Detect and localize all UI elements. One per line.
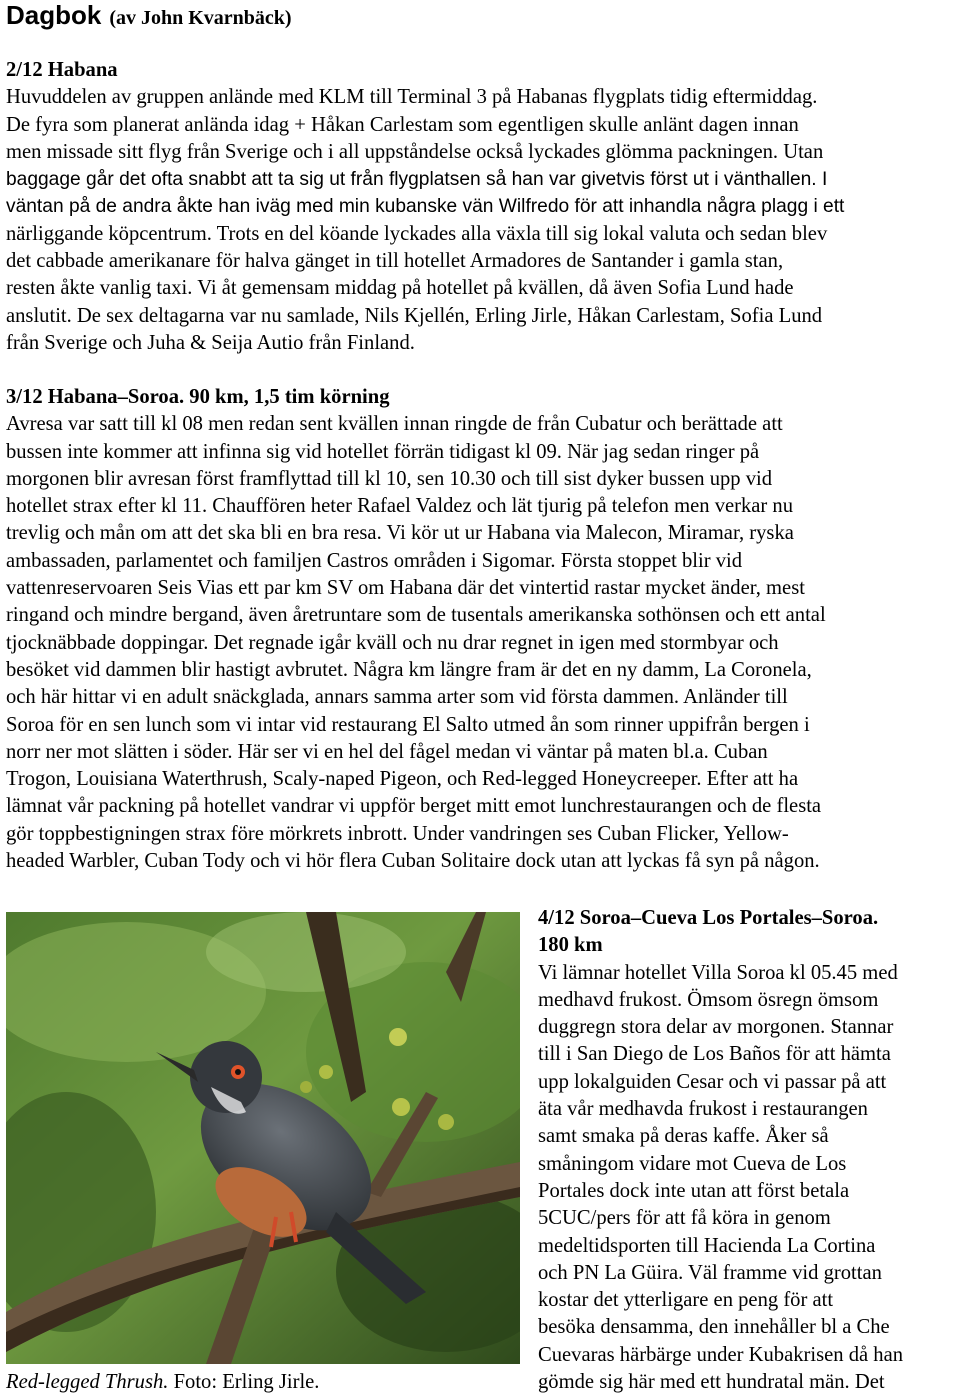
- entry-line: norr ner mot slätten i söder. Här ser vi en hel del fågel medan vi väntar på maten bl.a. Cuban: [6, 740, 768, 763]
- entry-line: närliggande köpcentrum. Trots en del köande lyckades alla växla till sig lokal valuta och sedan blev: [6, 222, 828, 245]
- entry-heading: 180 km: [538, 934, 603, 957]
- entry-3-12: [6, 384, 956, 875]
- entry-line: upp lokalguiden Cesar och vi passar på att: [538, 1070, 887, 1093]
- entry-line: Soroa för en sen lunch som vi intar vid restaurang El Salto utmed ån som rinner uppifrån bergen i: [6, 713, 810, 736]
- entry-line: samt smaka på deras kaffe. Åker så: [538, 1125, 829, 1148]
- photo-caption: [6, 1371, 319, 1394]
- entry-line: ambassaden, parlamentet och familjen Castros områden i Sigomar. Första stoppet blir vid: [6, 549, 743, 572]
- entry-line: headed Warbler, Cuban Tody och vi hör flera Cuban Solitaire dock utan att lyckas få syn på någon.: [6, 850, 820, 873]
- caption-credit: Foto: Erling Jirle.: [168, 1371, 320, 1393]
- entry-line: Trogon, Louisiana Waterthrush, Scaly-naped Pigeon, och Red-legged Honeycreeper. Efter att ha: [6, 768, 799, 791]
- entry-line: ringand och mindre bergand, även åretruntare som de tusentals amerikanska sothönsen och ett antal: [6, 604, 826, 627]
- entry-line: baggage går det ofta snabbt att ta sig ut från flygplatsen så han var givetvis först ut i vänthallen. I: [6, 169, 828, 191]
- entry-line: lämnat vår packning på hotellet vandrar vi uppför berget mitt emot lunchrestaurangen och de flesta: [6, 795, 822, 818]
- entry-line: medhavd frukost. Ömsom ösregn ömsom: [538, 988, 879, 1011]
- entry-line: Huvuddelen av gruppen anlände med KLM till Terminal 3 på Habanas flygplats tidig eftermiddag.: [6, 86, 818, 109]
- entry-line: tjocknäbbade doppingar. Det regnade igår kväll och nu drar regnet in igen med stormbyar och: [6, 631, 779, 654]
- entry-line: äta vår medhavda frukost i restaurangen: [538, 1098, 868, 1121]
- entry-line: bussen inte kommer att infinna sig vid hotellet förrän tidigast kl 09. När jag sedan ringer på: [6, 440, 760, 463]
- entry-line: medeltidsporten till Hacienda La Cortina: [538, 1234, 876, 1257]
- bird-photo: [6, 912, 520, 1364]
- entry-line: De fyra som planerat anlända idag + Håkan Carlestam som egentligen skulle anlänt dagen innan: [6, 113, 799, 136]
- entry-4-12: [538, 905, 960, 1396]
- document-title: [6, 0, 292, 31]
- entry-line: Avresa var satt till kl 08 men redan sent kvällen innan ringde de från Cubatur och berättade att: [6, 413, 783, 436]
- entry-line: och PN La Güira. Väl framme vid grottan: [538, 1261, 882, 1284]
- entry-line: gömde sig här med ett hundratal män. Det: [538, 1371, 885, 1394]
- entry-line: morgonen blir avresan först framflyttad till kl 10, sen 10.30 och till sist dyker bussen upp vid: [6, 467, 773, 490]
- entry-line: från Sverige och Juha & Seija Autio från Finland.: [6, 331, 415, 354]
- entry-line: 5CUC/pers för att få köra in genom: [538, 1207, 831, 1230]
- entry-line: Vi lämnar hotellet Villa Soroa kl 05.45 med: [538, 961, 898, 984]
- entry-heading: 2/12 Habana: [6, 59, 118, 81]
- entry-line: gör toppbestigningen strax före mörkrets inbrott. Under vandringen ses Cuban Flicker, Yellow-: [6, 822, 789, 845]
- entry-line: det cabbade amerikanare för halva gänget in till hotellet Armadores de Santander i gamla stan,: [6, 250, 784, 273]
- entry-line: Cuevaras härbärge under Kubakrisen då han: [538, 1343, 904, 1366]
- title-author: (av John Kvarnbäck): [109, 7, 292, 29]
- entry-2-12: [6, 57, 956, 357]
- entry-line: väntan på de andra åkte han iväg med min kubanske vän Wilfredo för att inhandla några plagg i ett: [6, 196, 845, 218]
- entry-line: duggregn stora delar av morgonen. Stannar: [538, 1016, 894, 1039]
- entry-heading: 4/12 Soroa–Cueva Los Portales–Soroa.: [538, 907, 879, 929]
- title-main: Dagbok: [6, 0, 102, 30]
- caption-species: Red-legged Thrush.: [6, 1371, 169, 1393]
- entry-line: men missade sitt flyg från Sverige och i all uppståndelse också lyckades glömma packningen. Utan: [6, 140, 824, 163]
- entry-heading: 3/12 Habana–Soroa. 90 km, 1,5 tim körning: [6, 386, 390, 408]
- entry-line: hotellet strax efter kl 11. Chauffören heter Rafael Valdez och lät tjurig på telefon men verkar nu: [6, 495, 794, 518]
- entry-line: småningom vidare mot Cueva de Los: [538, 1152, 847, 1175]
- entry-line: Portales dock inte utan att först betala: [538, 1179, 850, 1202]
- entry-line: vattenreservoaren Seis Vias ett par km SV om Habana där det vintertid rastar mycket änder, mest: [6, 577, 805, 600]
- entry-line: kostar det ytterligare en peng för att: [538, 1289, 834, 1312]
- red-legged-thrush-image: [6, 912, 520, 1364]
- entry-line: och här hittar vi en adult snäckglada, annars samma arter som vid första dammen. Anländer till: [6, 686, 788, 709]
- entry-line: till i San Diego de Los Baños för att hämta: [538, 1043, 891, 1066]
- entry-line: trevlig och mån om att det ska bli en bra resa. Vi kör ut ur Habana via Malecon, Miramar, ryska: [6, 522, 794, 545]
- entry-line: besöka densamma, den innehåller bl a Che: [538, 1316, 890, 1339]
- entry-line: besöket vid dammen blir hastigt avbrutet. Några km längre fram är det en ny damm, La Coronela,: [6, 658, 812, 681]
- entry-line: anslutit. De sex deltagarna var nu samlade, Nils Kjellén, Erling Jirle, Håkan Carlestam, Sofia Lund: [6, 304, 823, 327]
- entry-line: resten åkte vanlig taxi. Vi åt gemensam middag på hotellet på kvällen, då även Sofia Lund hade: [6, 277, 794, 300]
